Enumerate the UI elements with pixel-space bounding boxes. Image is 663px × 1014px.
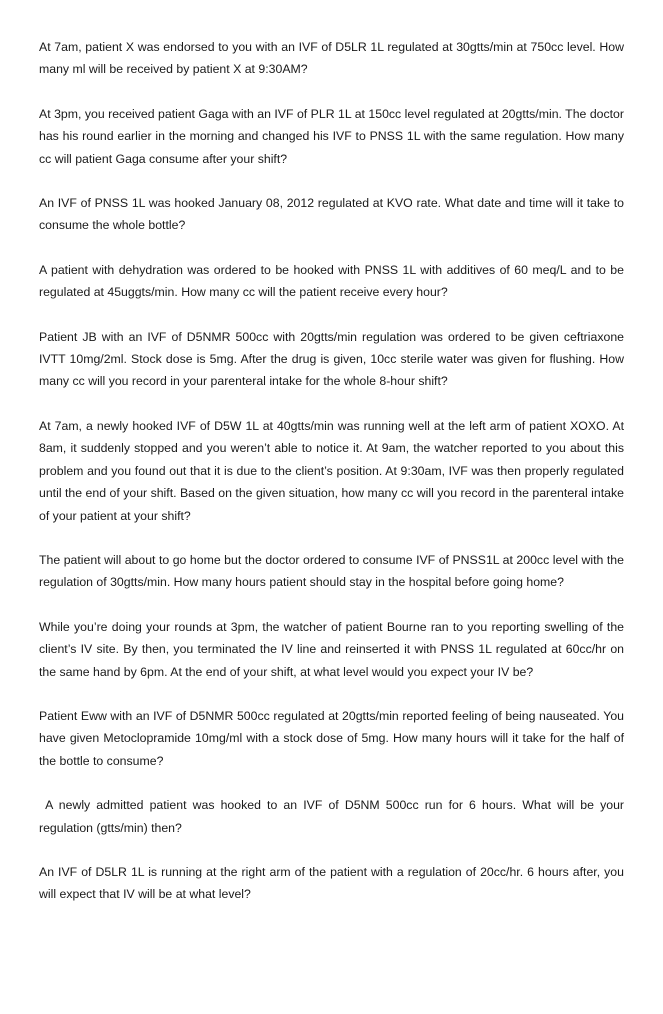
question-paragraph: A patient with dehydration was ordered to be hooked with PNSS 1L with additives of 60 meq/L and to be regulated at 45uggts/min. How many cc will the patient receive every hour? [39, 262, 628, 300]
question-paragraph: Patient JB with an IVF of D5NMR 500cc with 20gtts/min regulation was ordered to be given ceftriaxone IVTT 10mg/2ml. Stock dose is 5mg. After the drug is given, 10cc sterile water was given for flushing. How many cc will you record in your parenteral intake for the whole 8-hour shift? [39, 329, 628, 389]
question-paragraph: An IVF of D5LR 1L is running at the right arm of the patient with a regulation of 20cc/hr. 6 hours after, you will expect that IV will be at what level? [39, 864, 628, 902]
question-paragraph: The patient will about to go home but the doctor ordered to consume IVF of PNSS1L at 200cc level with the regulation of 30gtts/min. How many hours patient should stay in the hospital before going home? [39, 552, 628, 590]
question-list [39, 36, 628, 928]
question-paragraph: A newly admitted patient was hooked to an IVF of D5NM 500cc run for 6 hours. What will be your regulation (gtts/min) then? [39, 798, 628, 835]
question-paragraph: An IVF of PNSS 1L was hooked January 08, 2012 regulated at KVO rate. What date and time will it take to consume the whole bottle? [39, 196, 628, 233]
question-paragraph: While you’re doing your rounds at 3pm, the watcher of patient Bourne ran to you reporting swelling of the client’s IV site. By then, you terminated the IV line and reinserted it with PNSS 1L regulated at 60cc/hr on the same hand by 6pm. At the end of your shift, at what level would you expect your IV be? [39, 619, 628, 679]
question-paragraph: At 3pm, you received patient Gaga with an IVF of PLR 1L at 150cc level regulated at 20gtts/min. The doctor has his round earlier in the morning and changed his IVF to PNSS 1L with the same regulation. How many cc will patient Gaga consume after your shift? [39, 106, 628, 166]
question-paragraph: At 7am, a newly hooked IVF of D5W 1L at 40gtts/min was running well at the left arm of patient XOXO. At 8am, it suddenly stopped and you weren’t able to notice it. At 9am, the watcher reported to you about this problem and you found out that it is due to the client’s position. At 9:30am, IVF was then properly regulated until the end of your shift. Based on the given situation, how many cc will you record in the parenteral intake of your patient at your shift? [39, 418, 628, 523]
question-paragraph: At 7am, patient X was endorsed to you with an IVF of D5LR 1L regulated at 30gtts/min at 750cc level. How many ml will be received by patient X at 9:30AM? [39, 40, 628, 77]
question-paragraph: Patient Eww with an IVF of D5NMR 500cc regulated at 20gtts/min reported feeling of being nauseated. You have given Metoclopramide 10mg/ml with a stock dose of 5mg. How many hours will it take for the half of the bottle to consume? [39, 708, 628, 768]
